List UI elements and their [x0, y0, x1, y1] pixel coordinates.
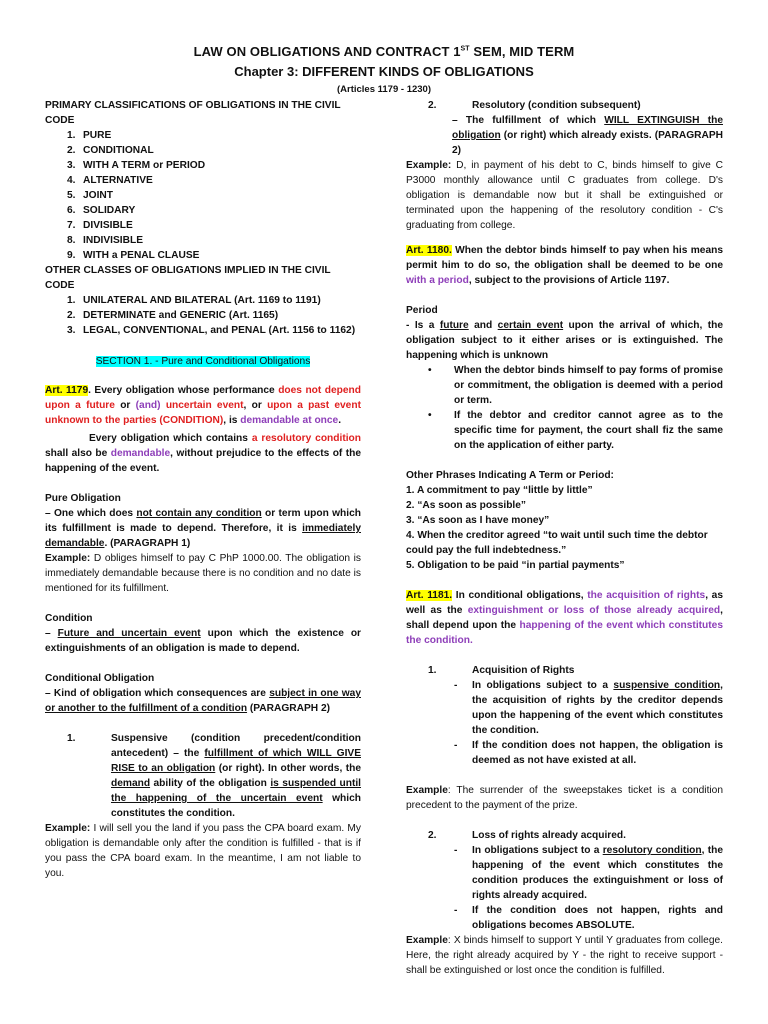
list-item-text: CONDITIONAL — [83, 145, 154, 156]
list-item — [45, 218, 361, 233]
suspensive-example: Example: I will sell you the land if you pass the CPA board exam. My obligation is demandable only after the condition is fulfilled - that is if you pass the CPA board exam. In the meantime, I am not liable to you. — [45, 823, 361, 879]
list-item-number: 2. — [67, 310, 76, 321]
list-item-number: 2. — [67, 145, 76, 156]
other-classes-heading: OTHER CLASSES OF OBLIGATIONS IMPLIED IN THE CIVIL CODE — [45, 265, 331, 291]
period-bullet: • If the debtor and creditor cannot agree as to the specific time for payment, the court shall fiz the same on the application of either party. — [428, 410, 723, 451]
list-item — [45, 203, 361, 218]
section-label: SECTION 1. - Pure and Conditional Obligations — [95, 356, 311, 367]
list-item-text: JOINT — [83, 190, 114, 201]
art-1179-second-paragraph: Every obligation which contains a resolutory condition shall also be demandable, without prejudice to the effects of the happening of the event. — [45, 433, 361, 474]
list-item — [45, 173, 361, 188]
period-bullet: • When the debtor binds himself to pay forms of promise or commitment, the obligation is deemed with a period or term. — [428, 365, 723, 406]
list-item-number: 1. — [67, 295, 76, 306]
phrase-item: 2. “As soon as possible” — [406, 500, 527, 511]
conditional-obligation-definition: – Kind of obligation which consequences are subject in one way or another to the fulfillment of a condition (PARAGRAPH 2) — [45, 688, 361, 714]
list-item-text: DETERMINATE and GENERIC (Art. 1165) — [83, 310, 279, 321]
art-1181-paragraph: Art. 1181. In conditional obligations, the acquisition of rights, as well as the extinguishment or loss of those already acquired, shall depend upon the happening of the event which constitutes the condition. — [406, 590, 723, 646]
list-item-text: WITH A TERM or PERIOD — [83, 160, 206, 171]
list-item-number: 8. — [67, 235, 76, 246]
right-column — [406, 98, 723, 978]
suspensive-condition-item: 1. Suspensive (condition precedent/condition antecedent) – the fulfillment of which WILL GIVE RISE to an obligation (or right). In other words, the demand ability of the obligation is suspended until the happening of the uncertain event which constitutes the condition. — [67, 733, 362, 819]
period-definition: - Is a future and certain event upon the arrival of which, the obligation subject to it either arises or is extinguished. The happening which is unknown — [406, 320, 724, 361]
list-item — [45, 158, 361, 173]
phrase-item: 3. “As soon as I have money” — [406, 515, 550, 526]
list-item — [45, 248, 361, 263]
resolutory-example: Example: D, in payment of his debt to C, binds himself to give C P3000 monthly allowance until C graduates from college. D's obligation is demandable now but it shall be extinguished or terminated upon the happening of the resolutory condition - C's graduating from college. — [406, 160, 723, 231]
list-item-text: PURE — [83, 130, 112, 141]
list-item-text: DIVISIBLE — [83, 220, 133, 231]
loss-example: Example: X binds himself to support Y until Y graduates from college. Here, the right already acquired by Y - the right to receive support - shall be extinguished or lost once the condition is fulfilled. — [406, 935, 723, 976]
list-item — [45, 143, 361, 158]
list-item-number: 5. — [67, 190, 76, 201]
articles-range: (Articles 1179 - 1230) — [336, 84, 431, 95]
list-item-text: LEGAL, CONVENTIONAL, and PENAL (Art. 1156 to 1162) — [83, 325, 356, 336]
phrase-item: 4. When the creditor agreed “to wait until such time the debtor could pay the full indebtedness.” — [406, 530, 708, 556]
primary-classifications-heading: PRIMARY CLASSIFICATIONS OF OBLIGATIONS IN THE CIVIL CODE — [45, 100, 341, 126]
loss-dash-item: - If the condition does not happen, rights and obligations becomes ABSOLUTE. — [454, 905, 723, 931]
list-item-text: INDIVISIBLE — [83, 235, 144, 246]
acquisition-dash-item: - In obligations subject to a suspensive condition, the acquisition of rights by the creditor depends upon the happening of the event which constitutes the condition. — [454, 680, 723, 736]
acquisition-example: Example: The surrender of the sweepstakes ticket is a condition precedent to the payment of the prize. — [406, 785, 723, 811]
list-item — [45, 188, 361, 203]
list-item-number: 3. — [67, 325, 76, 336]
phrase-item: 5. Obligation to be paid “in partial payments” — [406, 560, 625, 571]
acquisition-dash-item: - If the condition does not happen, the obligation is deemed as not have existed at all. — [454, 740, 723, 766]
list-item-number: 6. — [67, 205, 76, 216]
loss-dash-item: - In obligations subject to a resolutory condition, the happening of the event which constitutes the condition produces the extinguishment or loss of rights already acquired. — [454, 845, 724, 901]
loss-of-rights-item: 2. Loss of rights already acquired. — [428, 830, 626, 841]
period-heading: Period — [406, 305, 438, 316]
list-item-number: 9. — [67, 250, 76, 261]
other-classes-list — [45, 293, 361, 338]
list-item — [45, 308, 361, 323]
condition-definition: – Future and uncertain event upon which the existence or extinguishments of an obligation is made to depend. — [45, 628, 362, 654]
resolutory-definition: – The fulfillment of which WILL EXTINGUISH the obligation (or right) which already exists. (PARAGRAPH 2) — [452, 115, 723, 156]
list-item — [45, 233, 361, 248]
list-item-text: ALTERNATIVE — [83, 175, 153, 186]
pure-obligation-definition: – One which does not contain any condition or term upon which its fulfillment is made to depend. Therefore, it is immediately demandable. (PARAGRAPH 1) — [45, 508, 361, 549]
pure-obligation-example: Example: D obliges himself to pay C PhP 1000.00. The obligation is immediately demandable because there is no condition and no date is mentioned for its fulfillment. — [45, 553, 361, 594]
resolutory-condition-item: 2. Resolutory (condition subsequent) — [428, 100, 641, 111]
other-phrases-heading: Other Phrases Indicating A Term or Period: — [406, 470, 614, 481]
pure-obligation-heading: Pure Obligation — [45, 493, 121, 504]
list-item — [45, 128, 361, 143]
art-1180-paragraph: Art. 1180. When the debtor binds himself to pay when his means permit him to do so, the obligation shall be deemed to be one with a period, subject to the provisions of Article 1197. — [406, 245, 723, 286]
list-item-number: 1. — [67, 130, 76, 141]
list-item — [45, 323, 361, 338]
list-item-number: 7. — [67, 220, 76, 231]
art-1179-paragraph: Art. 1179. Every obligation whose performance does not depend upon a future or (and) uncertain event, or upon a past event unknown to the parties (CONDITION), is demandable at once. — [45, 385, 361, 426]
phrase-item: 1. A commitment to pay “little by little” — [406, 485, 593, 496]
acquisition-of-rights-item: 1. Acquisition of Rights — [428, 665, 575, 676]
list-item-text: WITH a PENAL CLAUSE — [83, 250, 200, 261]
document-title: LAW ON OBLIGATIONS AND CONTRACT 1ST SEM, MID TERM — [193, 44, 575, 59]
conditional-obligation-heading: Conditional Obligation — [45, 673, 155, 684]
list-item-text: UNILATERAL AND BILATERAL (Art. 1169 to 1191) — [83, 295, 321, 306]
list-item-text: SOLIDARY — [83, 205, 136, 216]
list-item-number: 4. — [67, 175, 76, 186]
left-column — [45, 98, 361, 881]
list-item — [45, 293, 361, 308]
chapter-title: Chapter 3: DIFFERENT KINDS OF OBLIGATIONS — [234, 64, 534, 79]
primary-classifications-list — [45, 128, 361, 263]
condition-heading: Condition — [45, 613, 93, 624]
list-item-number: 3. — [67, 160, 76, 171]
